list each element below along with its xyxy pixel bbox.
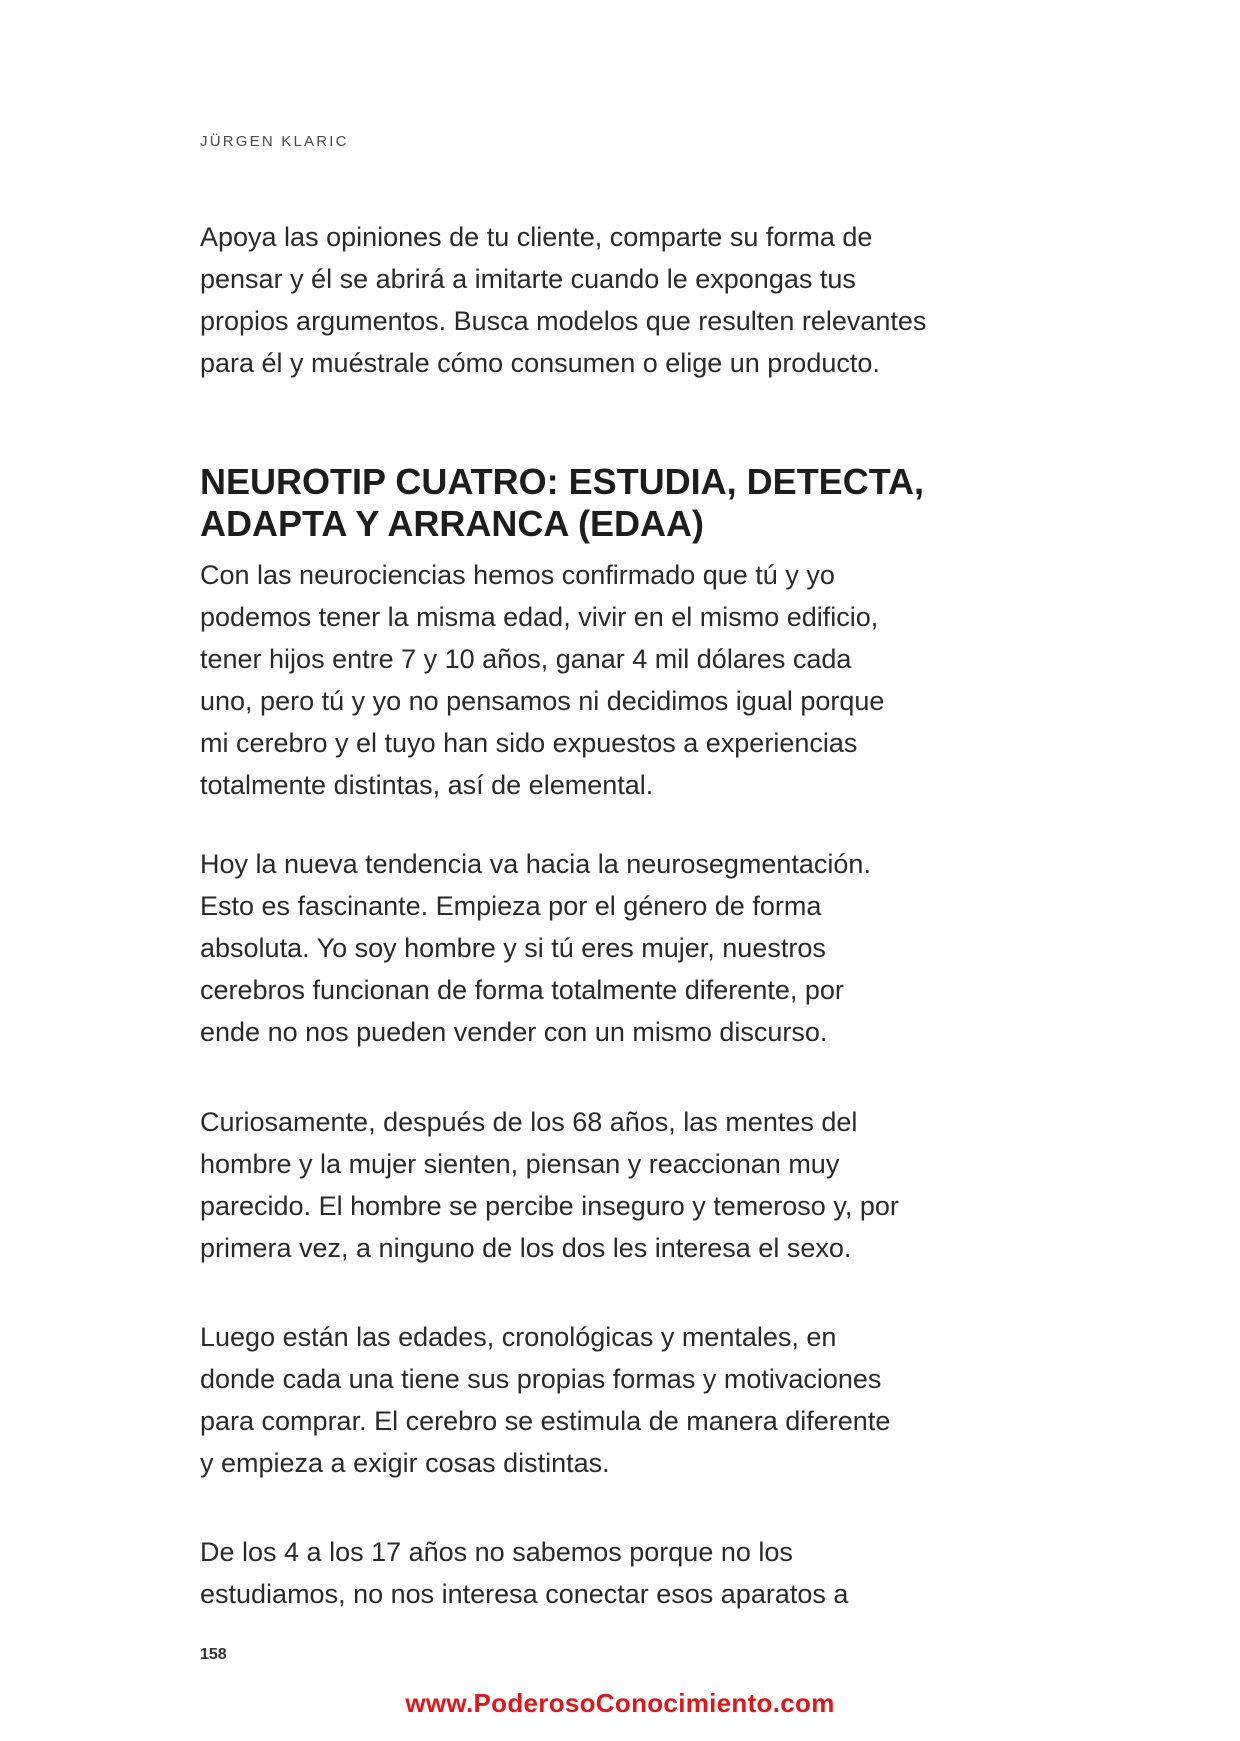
page-number: 158	[200, 1646, 227, 1663]
body-paragraph-4: Luego están las edades, cronológicas y mentales, en donde cada una tiene sus propias formas y motivaciones para comprar. El cerebro se estimula de manera diferente y empieza a exigir cosas distintas.	[200, 1322, 891, 1478]
body-paragraph-3: Curiosamente, después de los 68 años, las mentes del hombre y la mujer sienten, piensan y reaccionan muy parecido. El hombre se percibe inseguro y temeroso y, por primera vez, a ninguno de los dos les interesa el sexo.	[200, 1107, 899, 1263]
running-head-author: JÜRGEN KLARIC	[200, 133, 349, 150]
body-paragraph-5: De los 4 a los 17 años no sabemos porque no los estudiamos, no nos interesa conectar esos aparatos a	[200, 1537, 849, 1609]
intro-paragraph: Apoya las opiniones de tu cliente, comparte su forma de pensar y él se abrirá a imitarte cuando le expongas tus propios argumentos. Busca modelos que resulten relevantes para él y muéstrale cómo consumen o elige un producto.	[200, 222, 927, 378]
section-heading: NEUROTIP CUATRO: ESTUDIA, DETECTA, ADAPTA Y ARRANCA (EDAA)	[200, 461, 925, 544]
body-paragraph-2: Hoy la nueva tendencia va hacia la neurosegmentación. Esto es fascinante. Empieza por el género de forma absoluta. Yo soy hombre y si tú eres mujer, nuestros cerebros funcionan de forma totalmente diferente, por ende no nos pueden vender con un mismo discurso.	[200, 849, 871, 1047]
website-watermark: www.PoderosoConocimiento.com	[405, 1688, 835, 1718]
body-paragraph-1: Con las neurociencias hemos confirmado que tú y yo podemos tener la misma edad, vivir en el mismo edificio, tener hijos entre 7 y 10 años, ganar 4 mil dólares cada uno, pero tú y yo no pensamos ni decidimos igual porque mi cerebro y el tuyo han sido expuestos a experiencias totalmente distintas, así de elemental.	[200, 560, 885, 800]
